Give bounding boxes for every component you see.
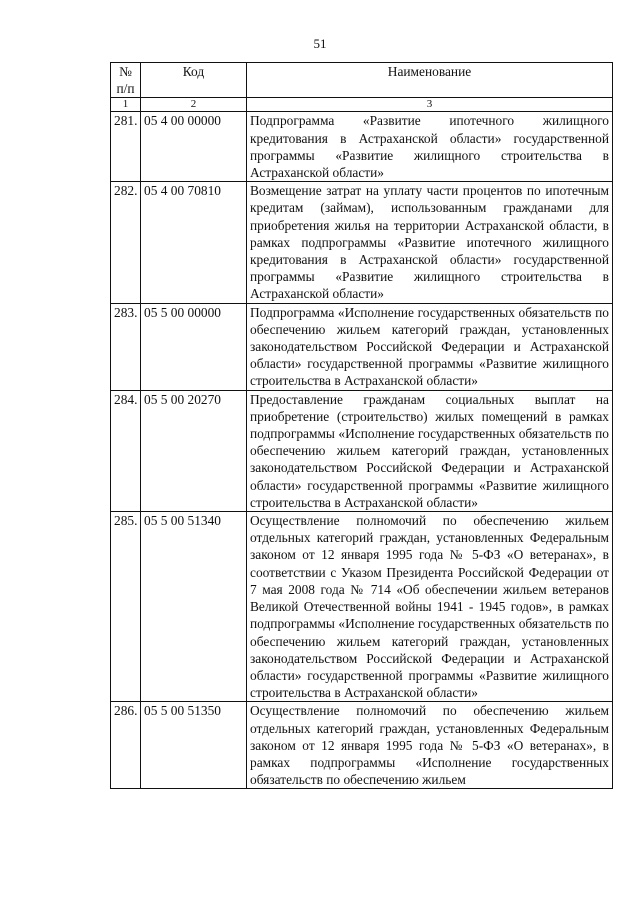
page-number: 51 <box>313 36 327 51</box>
row-number: 286. <box>111 702 141 789</box>
row-code: 05 5 00 00000 <box>141 303 247 390</box>
row-name: Возмещение затрат на уплату части процентов по ипотечным кредитам (займам), использованным гражданами для приобретения жилья на территории Астраханской области, в рамках подпрограммы «Развитие ипотечного жилищного кредитования в Астраханской области» государственной программы «Развитие жилищного строительства в Астраханской области» <box>247 182 613 303</box>
table-row <box>111 303 613 390</box>
table-header-row <box>111 63 613 98</box>
row-name: Осуществление полномочий по обеспечению жильем отдельных категорий граждан, установленных Федеральным законом от 12 января 1995 года № 5-ФЗ «О ветеранах», в соответствии с Указом Президента Российской Федерации от 7 мая 2008 года № 714 «Об обеспечении жильем ветеранов Великой Отечественной войны 1941 - 1945 годов», в рамках подпрограммы «Исполнение государственных обязательств по обеспечению жильем категорий граждан, установленных законодательством Российской Федерации и Астраханской области» государственной программы «Развитие жилищного строительства в Астраханской области» <box>247 512 613 702</box>
header-code: Код <box>141 63 247 98</box>
row-name: Осуществление полномочий по обеспечению жильем отдельных категорий граждан, установленных Федеральным законом от 12 января 1995 года № 5-ФЗ «О ветеранах», в рамках подпрограммы «Исполнение государственных обязательств по обеспечению жильем <box>247 702 613 789</box>
column-index-1: 1 <box>111 98 141 112</box>
budget-classification-table <box>110 62 613 789</box>
row-code: 05 5 00 51340 <box>141 512 247 702</box>
column-index-3: 3 <box>247 98 613 112</box>
row-number: 284. <box>111 390 141 511</box>
row-code: 05 4 00 00000 <box>141 112 247 182</box>
row-number: 283. <box>111 303 141 390</box>
row-name: Подпрограмма «Исполнение государственных обязательств по обеспечению жильем категорий граждан, установленных законодательством Российской Федерации и Астраханской области» государственной программы «Развитие жилищного строительства в Астраханской области» <box>247 303 613 390</box>
row-number: 285. <box>111 512 141 702</box>
column-index-row <box>111 98 613 112</box>
row-code: 05 5 00 20270 <box>141 390 247 511</box>
row-name: Предоставление гражданам социальных выплат на приобретение (строительство) жилых помещений в рамках подпрограммы «Исполнение государственных обязательств по обеспечению жильем категорий граждан, установленных законодательством Российской Федерации и Астраханской области» государственной программы «Развитие жилищного строительства в Астраханской области» <box>247 390 613 511</box>
table-row <box>111 112 613 182</box>
table-row <box>111 512 613 702</box>
header-name: Наименование <box>247 63 613 98</box>
column-index-2: 2 <box>141 98 247 112</box>
row-number: 281. <box>111 112 141 182</box>
header-num: № п/п <box>111 63 141 98</box>
table-row <box>111 390 613 511</box>
row-code: 05 5 00 51350 <box>141 702 247 789</box>
row-code: 05 4 00 70810 <box>141 182 247 303</box>
row-number: 282. <box>111 182 141 303</box>
table-row <box>111 702 613 789</box>
table-row <box>111 182 613 303</box>
row-name: Подпрограмма «Развитие ипотечного жилищного кредитования в Астраханской области» государственной программы «Развитие жилищного строительства в Астраханской области» <box>247 112 613 182</box>
